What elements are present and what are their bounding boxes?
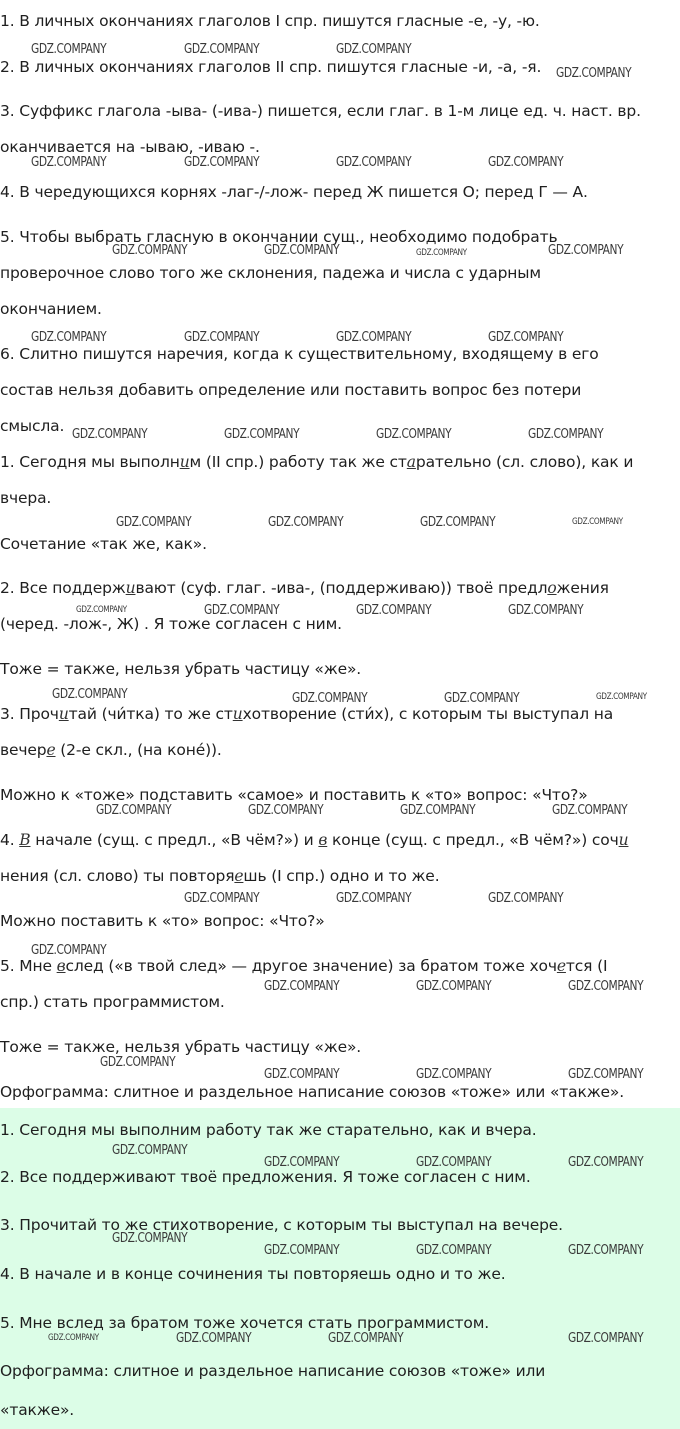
watermark: GDZ.COMPANY xyxy=(528,427,604,442)
watermark: GDZ.COMPANY xyxy=(508,603,584,618)
watermark: GDZ.COMPANY xyxy=(568,1155,644,1170)
watermark: GDZ.COMPANY xyxy=(176,1331,252,1346)
watermark: GDZ.COMPANY xyxy=(224,427,300,442)
highlighted-letter: и xyxy=(179,453,190,471)
watermark: GDZ.COMPANY xyxy=(100,1055,176,1070)
watermark: GDZ.COMPANY xyxy=(31,42,107,57)
work-note: Тоже = также, нельзя убрать частицу «же». xyxy=(0,1038,362,1056)
watermark: GDZ.COMPANY xyxy=(568,1331,644,1346)
theory-line: состав нельзя добавить определение или поставить вопрос без потери xyxy=(0,381,582,399)
watermark: GDZ.COMPANY xyxy=(416,248,467,258)
work-line: (черед. -лож-, Ж) . Я тоже согласен с ним. xyxy=(0,615,342,633)
watermark: GDZ.COMPANY xyxy=(184,330,260,345)
highlighted-letter: а xyxy=(406,453,416,471)
watermark: GDZ.COMPANY xyxy=(264,1155,340,1170)
theory-line: 3. Суффикс глагола -ыва- (-ива-) пишется, если глаг. в 1-м лице ед. ч. наст. вр. xyxy=(0,102,641,120)
watermark: GDZ.COMPANY xyxy=(488,155,564,170)
watermark: GDZ.COMPANY xyxy=(556,66,632,81)
work-line: нения (сл. слово) ты повторяешь (I спр.) одно и то же. xyxy=(0,867,440,885)
watermark: GDZ.COMPANY xyxy=(416,1155,492,1170)
answer-line: 3. Прочитай то же стихотворение, с которым ты выступал на вечере. xyxy=(0,1216,563,1234)
highlighted-letter: и xyxy=(618,831,629,849)
theory-line: 6. Слитно пишутся наречия, когда к существительному, входящему в его xyxy=(0,345,599,363)
watermark: GDZ.COMPANY xyxy=(31,943,107,958)
watermark: GDZ.COMPANY xyxy=(48,1333,99,1343)
answer-line: 2. Все поддерживают твоё предложения. Я тоже согласен с ним. xyxy=(0,1168,531,1186)
watermark: GDZ.COMPANY xyxy=(184,891,260,906)
watermark: GDZ.COMPANY xyxy=(96,803,172,818)
watermark: GDZ.COMPANY xyxy=(292,691,368,706)
highlighted-letter: е xyxy=(234,867,244,885)
watermark: GDZ.COMPANY xyxy=(416,1243,492,1258)
watermark: GDZ.COMPANY xyxy=(376,427,452,442)
theory-line: проверочное слово того же склонения, падежа и числа с ударным xyxy=(0,264,541,282)
work-note: Можно поставить к «то» вопрос: «Что?» xyxy=(0,912,325,930)
watermark: GDZ.COMPANY xyxy=(596,692,647,702)
highlighted-letter: е xyxy=(46,741,56,759)
theory-line: 2. В личных окончаниях глаголов II спр. пишутся гласные -и, -а, -я. xyxy=(0,58,542,76)
highlighted-letter: в xyxy=(56,957,66,975)
highlighted-letter: в xyxy=(318,831,328,849)
watermark: GDZ.COMPANY xyxy=(72,427,148,442)
watermark: GDZ.COMPANY xyxy=(76,605,127,615)
answer-line: 4. В начале и в конце сочинения ты повторяешь одно и то же. xyxy=(0,1265,506,1283)
work-sentence-1: 1. Сегодня мы выполним (II спр.) работу так же старательно (сл. слово), как и xyxy=(0,453,634,471)
work-note: Можно к «тоже» подставить «самое» и поставить к «то» вопрос: «Что?» xyxy=(0,786,588,804)
highlighted-letter: е xyxy=(556,957,566,975)
watermark: GDZ.COMPANY xyxy=(112,243,188,258)
work-line: вечере (2-е скл., (на коне́)). xyxy=(0,741,222,759)
theory-line: 5. Чтобы выбрать гласную в окончании сущ., необходимо подобрать xyxy=(0,228,558,246)
watermark: GDZ.COMPANY xyxy=(488,330,564,345)
watermark: GDZ.COMPANY xyxy=(420,515,496,530)
watermark: GDZ.COMPANY xyxy=(31,155,107,170)
watermark: GDZ.COMPANY xyxy=(184,42,260,57)
orthogram-note: Орфограмма: слитное и раздельное написание союзов «тоже» или «также». xyxy=(0,1083,625,1101)
watermark: GDZ.COMPANY xyxy=(552,803,628,818)
watermark: GDZ.COMPANY xyxy=(112,1143,188,1158)
work-line: вчера. xyxy=(0,489,52,507)
watermark: GDZ.COMPANY xyxy=(116,515,192,530)
watermark: GDZ.COMPANY xyxy=(336,155,412,170)
answer-line: 1. Сегодня мы выполним работу так же старательно, как и вчера. xyxy=(0,1121,537,1139)
work-sentence-4: 4. В начале (сущ. с предл., «В чём?») и в конце (сущ. с предл., «В чём?») сочи xyxy=(0,831,629,849)
watermark: GDZ.COMPANY xyxy=(328,1331,404,1346)
watermark: GDZ.COMPANY xyxy=(336,330,412,345)
work-sentence-5: 5. Мне вслед («в твой след» — другое значение) за братом тоже хочется (I xyxy=(0,957,608,975)
watermark: GDZ.COMPANY xyxy=(264,1067,340,1082)
answer-line: «также». xyxy=(0,1401,75,1419)
watermark: GDZ.COMPANY xyxy=(336,42,412,57)
watermark: GDZ.COMPANY xyxy=(548,243,624,258)
watermark: GDZ.COMPANY xyxy=(336,891,412,906)
watermark: GDZ.COMPANY xyxy=(444,691,520,706)
watermark: GDZ.COMPANY xyxy=(112,1231,188,1246)
work-line: спр.) стать программистом. xyxy=(0,993,225,1011)
watermark: GDZ.COMPANY xyxy=(488,891,564,906)
watermark: GDZ.COMPANY xyxy=(31,330,107,345)
watermark: GDZ.COMPANY xyxy=(568,1243,644,1258)
watermark: GDZ.COMPANY xyxy=(248,803,324,818)
watermark: GDZ.COMPANY xyxy=(416,979,492,994)
watermark: GDZ.COMPANY xyxy=(356,603,432,618)
theory-line: оканчивается на -ываю, -иваю -. xyxy=(0,138,260,156)
highlighted-letter: и xyxy=(125,579,136,597)
watermark: GDZ.COMPANY xyxy=(568,979,644,994)
watermark: GDZ.COMPANY xyxy=(264,1243,340,1258)
theory-line: смысла. xyxy=(0,417,65,435)
answer-line: Орфограмма: слитное и раздельное написание союзов «тоже» или xyxy=(0,1362,546,1380)
work-note: Тоже = также, нельзя убрать частицу «же». xyxy=(0,660,362,678)
highlighted-letter: о xyxy=(547,579,557,597)
watermark: GDZ.COMPANY xyxy=(568,1067,644,1082)
theory-line: 1. В личных окончаниях глаголов I спр. пишутся гласные -е, -у, -ю. xyxy=(0,12,540,30)
watermark: GDZ.COMPANY xyxy=(572,517,623,527)
watermark: GDZ.COMPANY xyxy=(52,687,128,702)
watermark: GDZ.COMPANY xyxy=(204,603,280,618)
highlighted-letter: В xyxy=(19,831,31,849)
watermark: GDZ.COMPANY xyxy=(400,803,476,818)
highlighted-letter: и xyxy=(58,705,69,723)
work-sentence-2: 2. Все поддерживают (суф. глаг. -ива-, (поддерживаю)) твоё предложения xyxy=(0,579,609,597)
answer-line: 5. Мне вслед за братом тоже хочется стать программистом. xyxy=(0,1314,490,1332)
theory-line: окончанием. xyxy=(0,300,102,318)
work-sentence-3: 3. Прочитай (чи́тка) то же стихотворение (сти́х), с которым ты выступал на xyxy=(0,705,614,723)
watermark: GDZ.COMPANY xyxy=(268,515,344,530)
highlighted-letter: и xyxy=(232,705,243,723)
watermark: GDZ.COMPANY xyxy=(416,1067,492,1082)
watermark: GDZ.COMPANY xyxy=(184,155,260,170)
watermark: GDZ.COMPANY xyxy=(264,979,340,994)
watermark: GDZ.COMPANY xyxy=(264,243,340,258)
work-note: Сочетание «так же, как». xyxy=(0,535,207,553)
theory-line: 4. В чередующихся корнях -лаг-/-лож- перед Ж пишется О; перед Г — А. xyxy=(0,183,588,201)
